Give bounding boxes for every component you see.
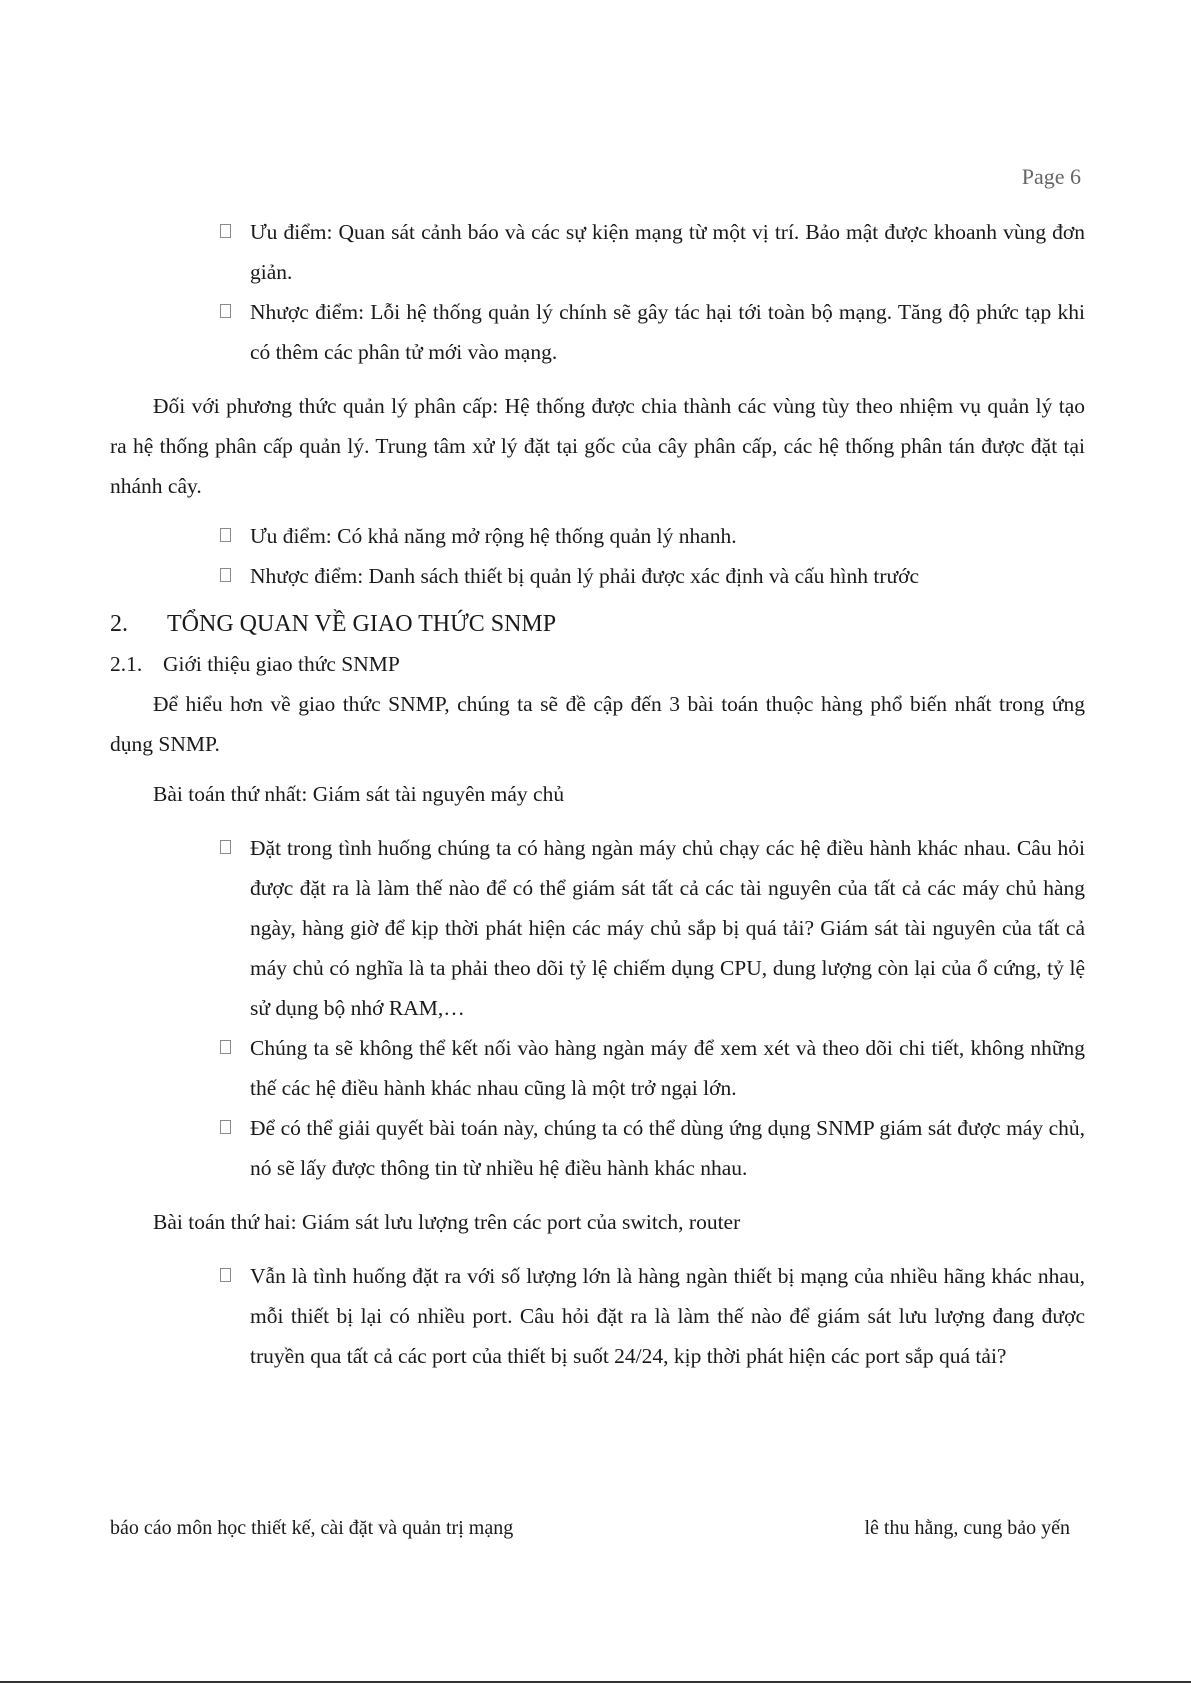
- subsection-number: 2.1.: [110, 652, 143, 676]
- bottom-divider: [0, 1681, 1191, 1683]
- page-footer: [110, 1517, 1070, 1540]
- problem1-list: [110, 828, 1085, 1188]
- problem-title: Bài toán thứ nhất: Giám sát tài nguyên máy chủ: [153, 782, 565, 806]
- footer-left-text: báo cáo môn học thiết kế, cài đặt và quản trị mạng: [110, 1517, 514, 1539]
- section-title: TỔNG QUAN VỀ GIAO THỨC SNMP: [167, 611, 557, 637]
- bullet-box-icon: [220, 840, 231, 854]
- bullet-box-icon: [220, 1268, 231, 1282]
- paragraph-hierarchical: Đối với phương thức quản lý phân cấp: Hệ thống được chia thành các vùng tùy theo nhiệm vụ quản lý tạo ra hệ thống phân cấp quản lý. Trung tâm xử lý đặt tại gốc của cây phân cấp, các hệ thống phân tán được đặt tại nhánh cây.: [110, 394, 1085, 498]
- list-item: Nhược điểm: Danh sách thiết bị quản lý phải được xác định và cấu hình trước: [250, 556, 1085, 596]
- bullet-box-icon: [220, 224, 231, 238]
- page-number: Page 6: [1021, 164, 1081, 189]
- subsection-heading: [110, 644, 1085, 684]
- list-item: Ưu điểm: Có khả năng mở rộng hệ thống quản lý nhanh.: [250, 516, 1085, 556]
- document-body: [110, 212, 1085, 1376]
- list-item: Ưu điểm: Quan sát cảnh báo và các sự kiện mạng từ một vị trí. Bảo mật được khoanh vùng đơn giản.: [250, 212, 1085, 292]
- list-item: Để có thể giải quyết bài toán này, chúng ta có thể dùng ứng dụng SNMP giám sát được máy chủ, nó sẽ lấy được thông tin từ nhiều hệ điều hành khác nhau.: [250, 1108, 1085, 1188]
- bullet-box-icon: [220, 1120, 231, 1134]
- centralized-pros-cons-list: [110, 212, 1085, 372]
- bullet-box-icon: [220, 568, 231, 582]
- bullet-box-icon: [220, 304, 231, 318]
- bullet-box-icon: [220, 1040, 231, 1054]
- list-item: Vẫn là tình huống đặt ra với số lượng lớn là hàng ngàn thiết bị mạng của nhiều hãng khác nhau, mỗi thiết bị lại có nhiều port. Câu hỏi đặt ra là làm thế nào để giám sát lưu lượng đang được truyền qua tất cả các port của thiết bị suốt 24/24, kịp thời phát hiện các port sắp quá tải?: [250, 1256, 1085, 1376]
- section-heading: [110, 604, 1085, 644]
- problem2-list: [110, 1256, 1085, 1376]
- list-item: Nhược điểm: Lỗi hệ thống quản lý chính sẽ gây tác hại tới toàn bộ mạng. Tăng độ phức tạp khi có thêm các phân tử mới vào mạng.: [250, 292, 1085, 372]
- paragraph-intro: Để hiểu hơn về giao thức SNMP, chúng ta sẽ đề cập đến 3 bài toán thuộc hàng phổ biến nhất trong ứng dụng SNMP.: [110, 692, 1085, 756]
- problem-title: Bài toán thứ hai: Giám sát lưu lượng trên các port của switch, router: [153, 1210, 741, 1234]
- section-number: 2.: [110, 611, 128, 637]
- list-item: Chúng ta sẽ không thể kết nối vào hàng ngàn máy để xem xét và theo dõi chi tiết, không những thế các hệ điều hành khác nhau cũng là một trở ngại lớn.: [250, 1028, 1085, 1108]
- hierarchical-pros-cons-list: [110, 516, 1085, 596]
- bullet-box-icon: [220, 528, 231, 542]
- subsection-title: Giới thiệu giao thức SNMP: [163, 652, 400, 676]
- footer-right-text: lê thu hằng, cung bảo yến: [864, 1517, 1070, 1539]
- list-item: Đặt trong tình huống chúng ta có hàng ngàn máy chủ chạy các hệ điều hành khác nhau. Câu hỏi được đặt ra là làm thế nào để có thể giám sát tất cả các tài nguyên của tất cả các máy chủ hàng ngày, hàng giờ để kịp thời phát hiện các máy chủ sắp bị quá tải? Giám sát tài nguyên của tất cả máy chủ có nghĩa là ta phải theo dõi tỷ lệ chiếm dụng CPU, dung lượng còn lại của ổ cứng, tỷ lệ sử dụng bộ nhớ RAM,…: [250, 828, 1085, 1028]
